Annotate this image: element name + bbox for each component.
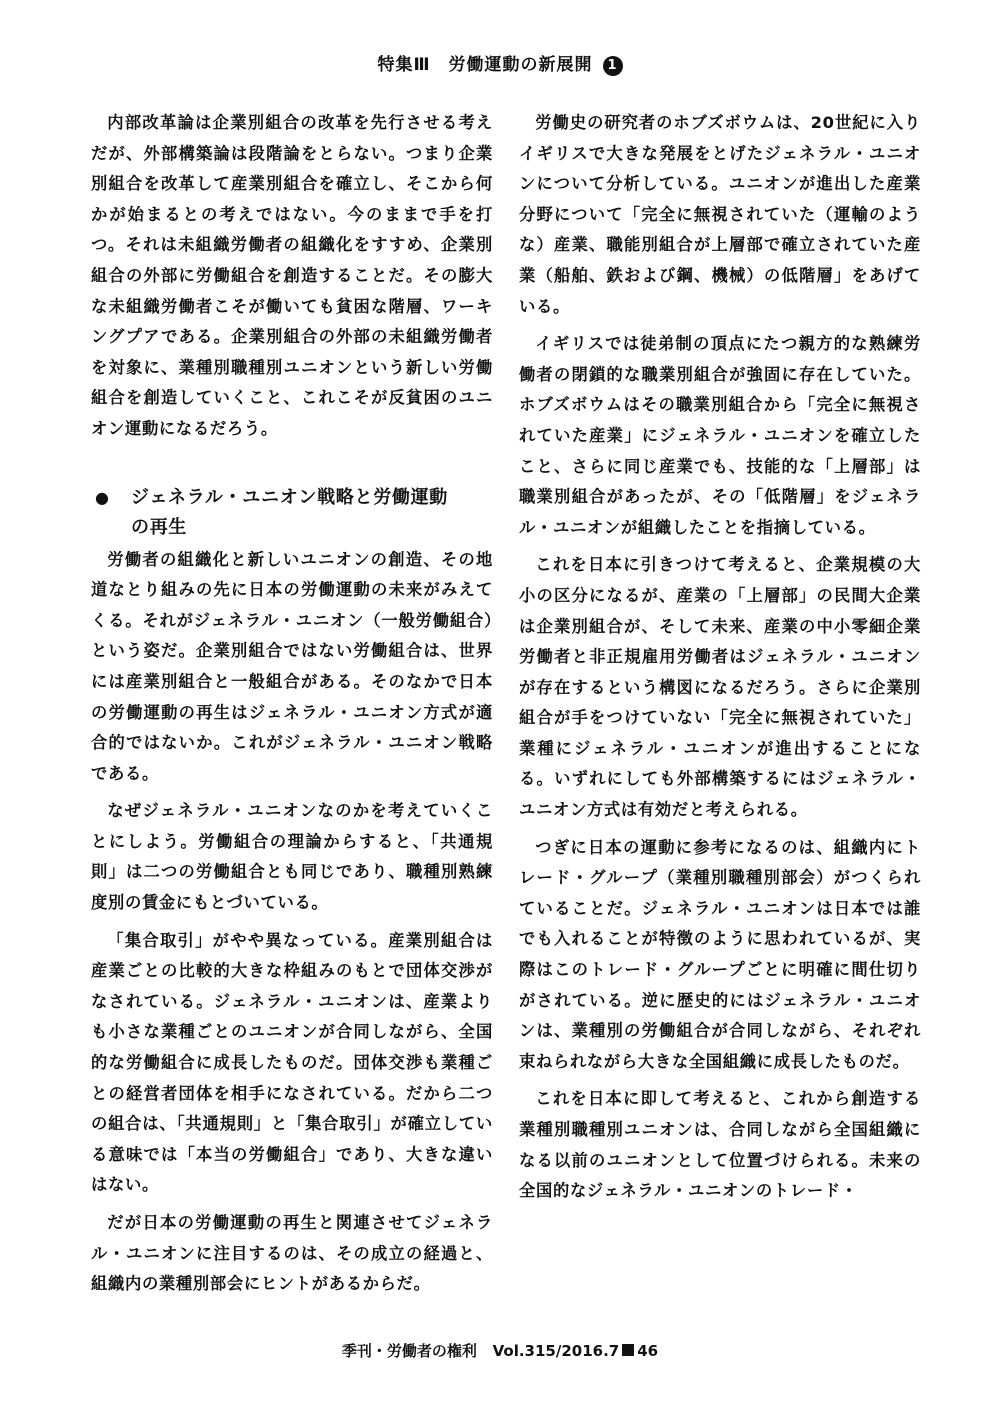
page-footer	[0, 1340, 1000, 1361]
paragraph: 「集合取引」がやや異なっている。産業別組合は産業ごとの比較的大きな枠組みのもとで団体交渉がなされている。ジェネラル・ユニオンは、産業よりも小さな業種ごとのユニオンが合同しながら、全国的な労働組合に成長したものだ。団体交渉も業種ごとの経営者団体を相手になされている。だから二つの組合は、「共通規則」と「集合取引」が確立している意味では「本当の労働組合」であり、大きな違いはない。	[91, 930, 493, 1195]
paragraph: 労働史の研究者のホブズボウムは、20世紀に入りイギリスで大きな発展をとげたジェネラル・ユニオンについて分析している。ユニオンが進出した産業分野について「完全に無視されていた（運輸のような）産業、職能別組合が上層部で確立されていた産業（船舶、鉄および鋼、機械）の低階層」をあげている。	[519, 113, 921, 316]
page-number: 46	[637, 1342, 659, 1360]
paragraph: なぜジェネラル・ユニオンなのかを考えていくことにしよう。労働組合の理論からすると、「共通規則」は二つの労働組合とも同じであり、職種別熟練度別の賃金にもとづいている。	[91, 801, 493, 913]
paragraph: これを日本に即して考えると、これから創造する業種別職種別ユニオンは、合同しながら全国組織になる以前のユニオンとして位置づけられる。未来の全国的なジェネラル・ユニオンのトレード・	[519, 1089, 921, 1201]
right-column	[519, 108, 921, 1207]
volume-info: Vol.315/2016.7	[492, 1342, 620, 1360]
square-separator-icon	[622, 1344, 634, 1356]
left-column	[91, 108, 493, 1300]
paragraph: これを日本に引きつけて考えると、企業規模の大小の区分になるが、産業の「上層部」の民間大企業は企業別組合が、そして未来、産業の中小零細企業労働者と非正規雇用労働者はジェネラル・ユニオンが存在するという構図になるだろう。さらに企業別組合が手をつけていない「完全に無視されていた」業種にジェネラル・ユニオンが進出することになる。いずれにしても外部構築するにはジェネラル・ユニオン方式は有効だと考えられる。	[519, 555, 921, 820]
section-heading-line1: ジェネラル・ユニオン戦略と労働運動	[131, 486, 448, 508]
header-title: 特集Ⅲ 労働運動の新展開	[377, 55, 593, 75]
paragraph: 労働者の組織化と新しいユニオンの創造、その地道なとり組みの先に日本の労働運動の未来がみえてくる。それがジェネラル・ユニオン（一般労働組合）という姿だ。企業別組合ではない労働組合は、世界には産業別組合と一般組合がある。そのなかで日本の労働運動の再生はジェネラル・ユニオン方式が適合的ではないか。これがジェネラル・ユニオン戦略である。	[91, 549, 493, 783]
section-heading	[91, 483, 493, 543]
paragraph: つぎに日本の運動に参考になるのは、組織内にトレード・グループ（業種別職種別部会）がつくられていることだ。ジェネラル・ユニオンは日本では誰でも入れることが特徴のように思われているが、実際はこのトレード・グループごとに明確に間仕切りがされている。逆に歴史的にはジェネラル・ユニオンは、業種別の労働組合が合同しながら、それぞれ束ねられながら大きな全国組織に成長したものだ。	[519, 837, 921, 1071]
paragraph: イギリスでは徒弟制の頂点にたつ親方的な熟練労働者の閉鎖的な職業別組合が強固に存在していた。ホブズボウムはその職業別組合から「完全に無視されていた産業」にジェネラル・ユニオンを確立したこと、さらに同じ産業でも、技能的な「上層部」は職業別組合があったが、その「低階層」をジェネラル・ユニオンが組織したことを指摘している。	[519, 334, 921, 537]
part-number-badge: 1	[603, 56, 623, 76]
bullet-icon: ●	[95, 487, 110, 507]
section-heading-line2: の再生	[131, 516, 188, 538]
paragraph: だが日本の労働運動の再生と関連させてジェネラル・ユニオンに注目するのは、その成立の経過と、組織内の業種別部会にヒントがあるからだ。	[91, 1213, 493, 1294]
paragraph: 内部改革論は企業別組合の改革を先行させる考えだが、外部構築論は段階論をとらない。つまり企業別組合を改革して産業別組合を確立し、そこから何かが始まるとの考えではない。今のままで手を打つ。それは未組織労働者の組織化をすすめ、企業別組合の外部に労働組合を創造することだ。その膨大な未組織労働者こそが働いても貧困な階層、ワーキングプアである。企業別組合の外部の未組織労働者を対象に、業種別職種別ユニオンという新しい労働組合を創造していくこと、これこそが反貧困のユニオン運動になるだろう。	[91, 113, 493, 438]
journal-name: 季刊・労働者の権利	[341, 1342, 477, 1360]
running-header	[0, 50, 1000, 76]
